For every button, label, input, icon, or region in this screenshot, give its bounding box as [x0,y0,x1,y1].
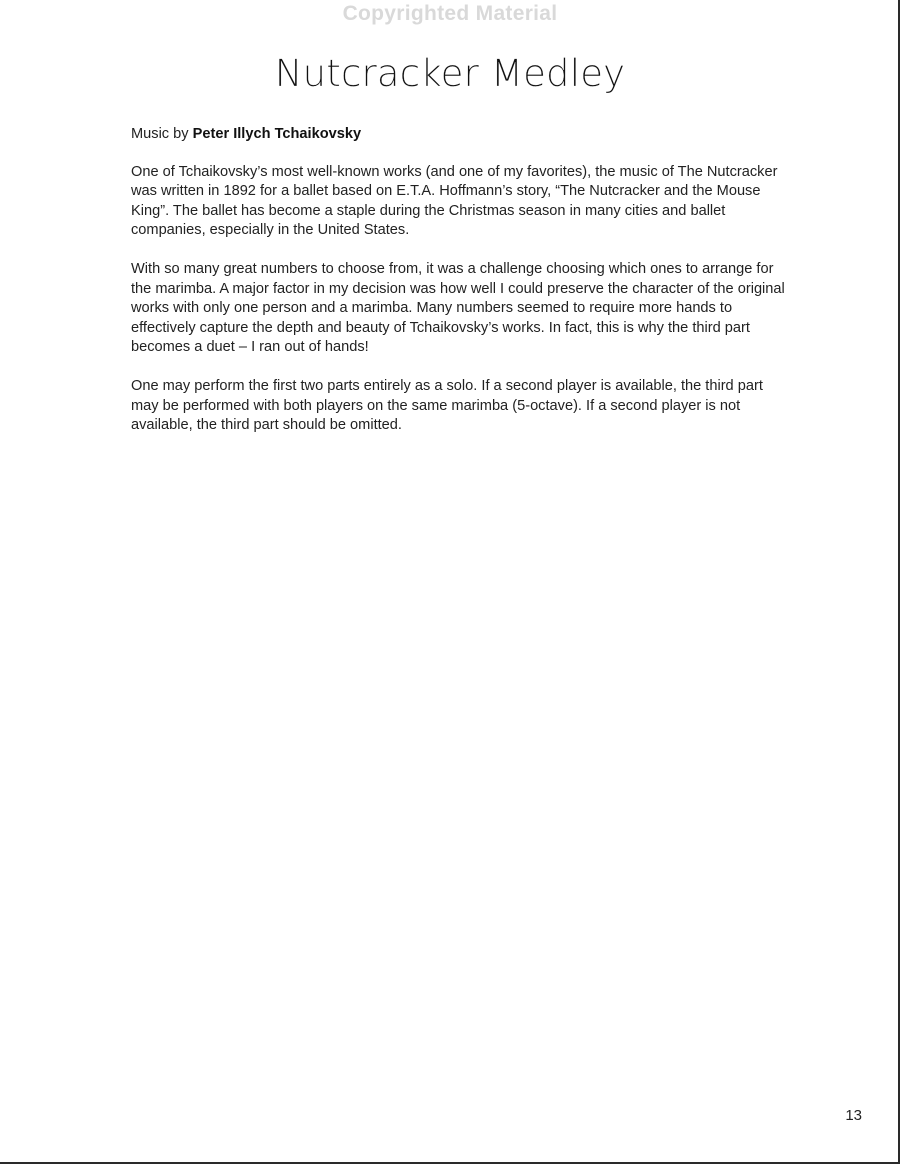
composer-name: Peter Illych Tchaikovsky [192,126,362,142]
paragraph-history: One of Tchaikovsky’s most well-known works (and one of my favorites), the music of The Nutcracker was written in 1892 for a ballet based on E.T.A. Hoffmann’s story, “The Nutcracker and the Mouse King”. The ballet has become a staple during the Christmas season in many cities and ballet companies, especially in the United States. [131,163,778,239]
page-title: Nutcracker Medley [274,52,626,95]
paragraph-performance: One may perform the first two parts entirely as a solo. If a second player is available, the third part may be performed with both players on the same marimba (5-octave). If a second player is not available, the third part should be omitted. [131,377,763,434]
copyright-watermark: Copyrighted Material [342,2,558,25]
music-credit [131,125,791,145]
page-number: 13 [845,1107,862,1124]
body-content [131,125,791,455]
paragraph-arrangement: With so many great numbers to choose from, it was a challenge choosing which ones to arrange for the marimba. A major factor in my decision was how well I could preserve the character of the original works with only one person and a marimba. Many numbers seemed to require more hands to effectively capture the depth and beauty of Tchaikovsky’s works. In fact, this is why the third part becomes a duet – I ran out of hands! [131,260,785,356]
credit-prefix: Music by [131,126,193,142]
